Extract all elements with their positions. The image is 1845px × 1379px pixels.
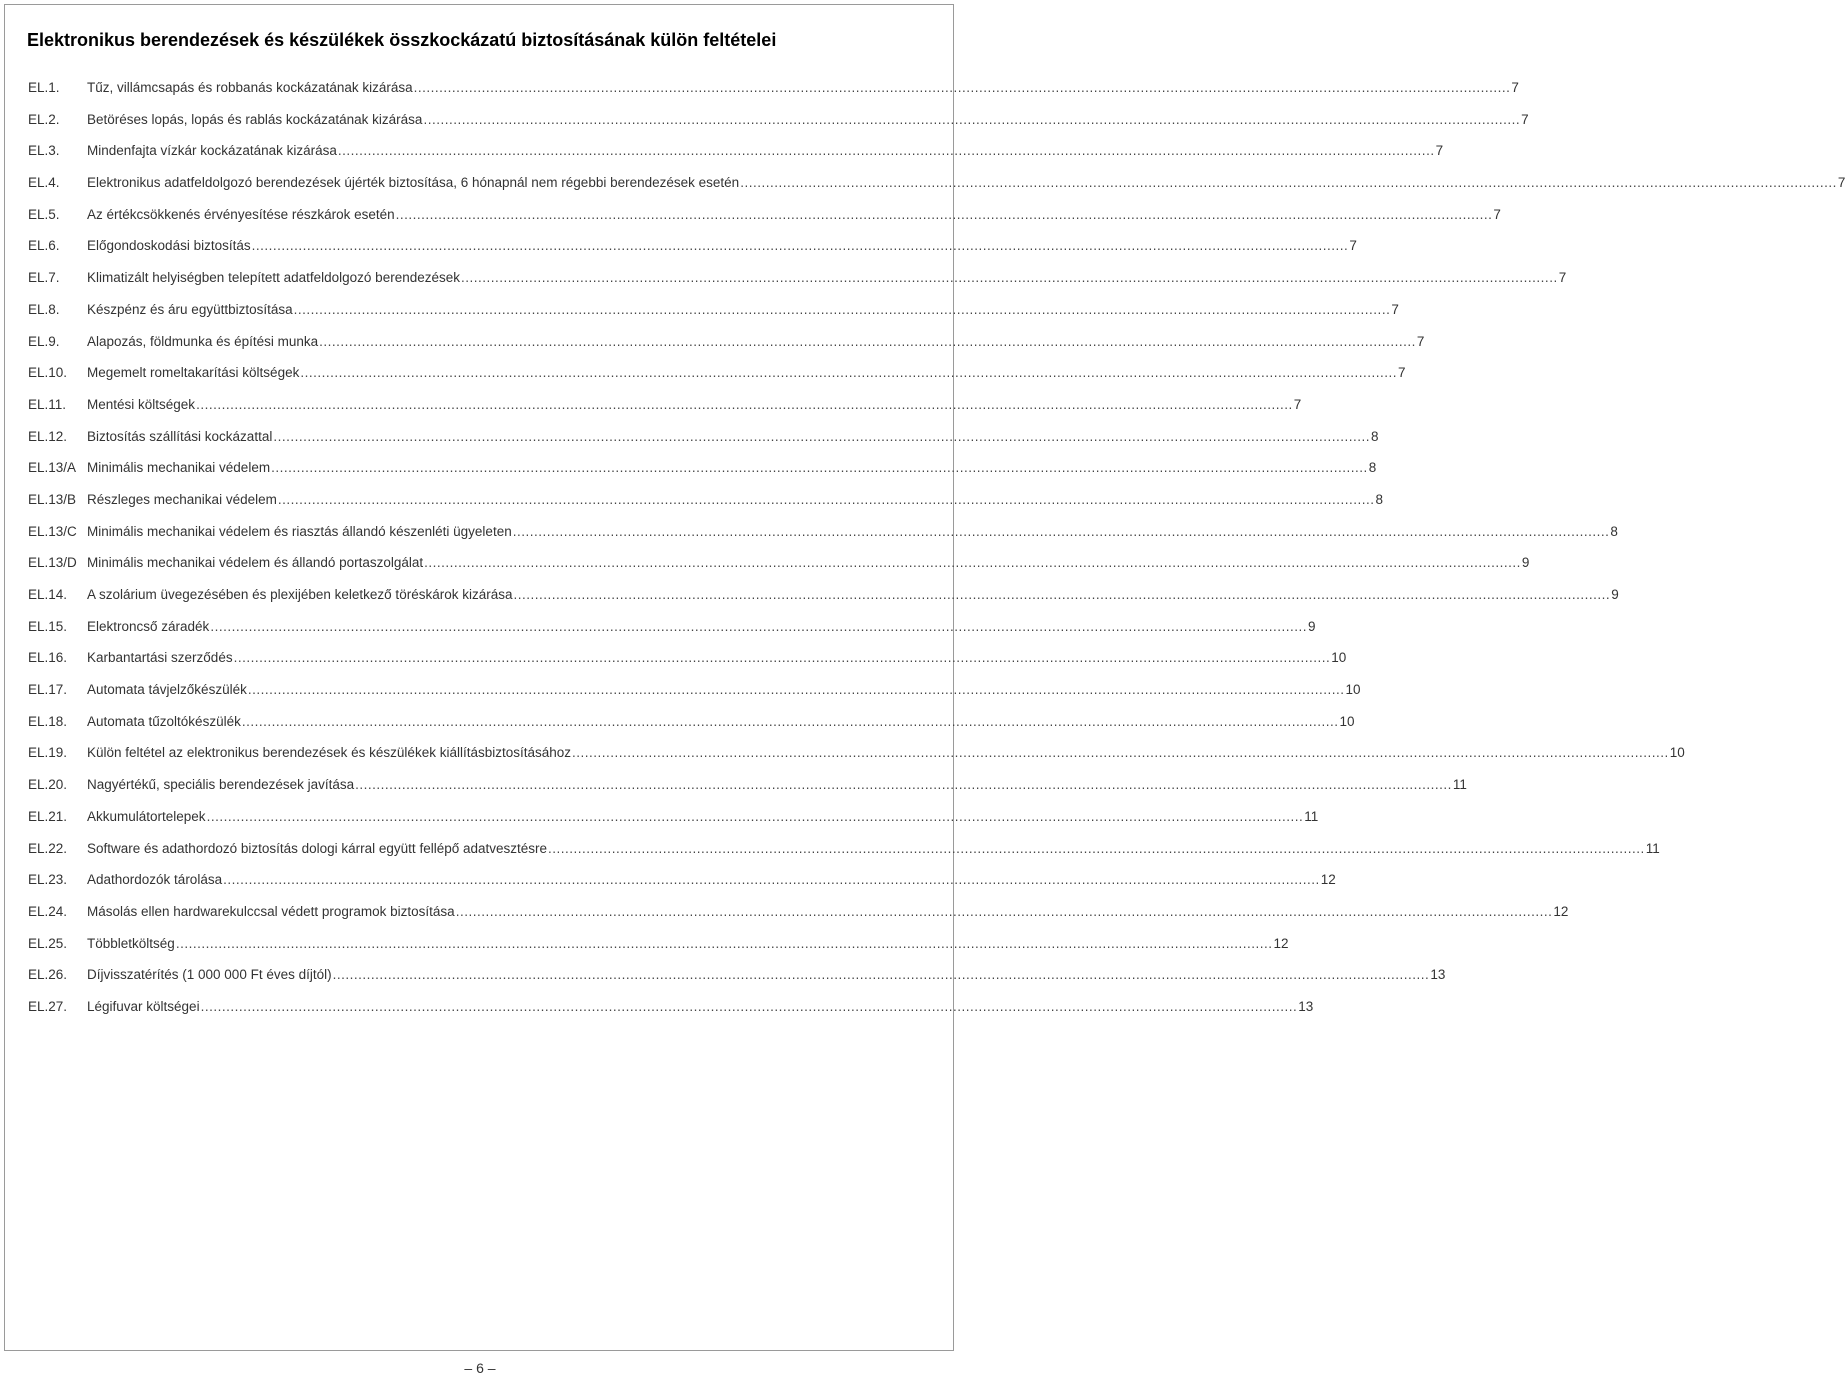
toc-leader-dots — [271, 460, 1368, 475]
toc-entry-number: EL.14. — [28, 587, 68, 602]
toc-entry[interactable] — [28, 903, 1569, 936]
toc-entry[interactable] — [28, 365, 1406, 397]
toc-entry-title[interactable]: Előgondoskodási biztosítás — [87, 238, 251, 254]
toc-leader-dots — [414, 80, 1511, 95]
toc-leader-dots — [248, 682, 1345, 697]
toc-entry-page[interactable]: 7 — [1349, 238, 1357, 254]
toc-entry-number: EL.11. — [28, 396, 67, 412]
toc-entry-title[interactable]: Többletköltség — [87, 935, 175, 951]
toc-entry-number: EL.13/A — [28, 460, 77, 476]
toc-entry[interactable] — [28, 80, 1519, 112]
toc-entry-page[interactable]: 10 — [1331, 650, 1347, 666]
toc-entry[interactable] — [28, 840, 1660, 873]
toc-entry-title[interactable]: Mindenfajta vízkár kockázatának kizárása — [87, 143, 337, 159]
toc-leader-dots — [740, 175, 1837, 190]
toc-entry-number: EL.1. — [28, 80, 60, 95]
toc-entry[interactable] — [28, 935, 1289, 968]
toc-leader-dots — [201, 999, 1298, 1014]
toc-entry-number: EL.2. — [28, 111, 60, 127]
page-number: – 6 – — [464, 1360, 496, 1376]
toc-entry-page[interactable]: 11 — [1304, 808, 1319, 824]
toc-entry[interactable] — [28, 587, 1619, 619]
toc-entry-title[interactable]: Készpénz és áru együttbiztosítása — [87, 301, 293, 317]
toc-entry-number: EL.10. — [28, 365, 68, 381]
toc-entry-page[interactable]: 13 — [1430, 967, 1446, 983]
toc-entry-page[interactable]: 11 — [1452, 777, 1467, 793]
document-title: Elektronikus berendezések és készülékek összkockázatú biztosításának külön feltételei — [27, 30, 777, 50]
toc-entry-page[interactable]: 12 — [1320, 872, 1336, 888]
toc-entry-number: EL.16. — [28, 650, 68, 666]
toc-entry-title[interactable]: Automata tűzoltókészülék — [87, 713, 241, 729]
toc-entry[interactable] — [28, 175, 1845, 207]
toc-leader-dots — [572, 745, 1669, 760]
toc-entry-page[interactable]: 10 — [1339, 713, 1355, 729]
toc-leader-dots — [513, 587, 1610, 602]
table-of-contents — [28, 80, 1845, 1031]
toc-leader-dots — [319, 334, 1416, 349]
toc-leader-dots — [294, 302, 1391, 317]
toc-entry-number: EL.19. — [28, 745, 68, 761]
toc-entry-page[interactable]: 7 — [1511, 80, 1519, 95]
toc-entry-title[interactable]: Megemelt romeltakarítási költségek — [87, 365, 300, 381]
toc-entry[interactable] — [28, 618, 1316, 651]
toc-leader-dots — [210, 619, 1307, 634]
toc-entry[interactable] — [28, 206, 1501, 239]
toc-entry-number: EL.20. — [28, 777, 68, 793]
toc-entry[interactable] — [28, 682, 1361, 714]
toc-entry-page[interactable]: 8 — [1610, 523, 1618, 539]
toc-entry-number: EL.26. — [28, 967, 68, 983]
toc-entry-number: EL.9. — [28, 333, 60, 349]
toc-entry-title[interactable]: Akkumulátortelepek — [87, 808, 206, 824]
toc-entry-page[interactable]: 10 — [1345, 682, 1361, 698]
toc-leader-dots — [338, 143, 1435, 158]
toc-entry[interactable] — [28, 428, 1379, 461]
toc-leader-dots — [273, 429, 1370, 444]
toc-entry-title[interactable]: Külön feltétel az elektronikus berendezések és készülékek kiállításbiztosításához — [87, 745, 572, 761]
toc-entry-number: EL.5. — [28, 206, 60, 222]
toc-entry-page[interactable]: 9 — [1308, 618, 1316, 634]
toc-entry-title[interactable]: Minimális mechanikai védelem és riasztás állandó készenléti ügyeleten — [87, 523, 512, 539]
toc-entry-title[interactable]: Tűz, villámcsapás és robbanás kockázatának kizárása — [87, 80, 413, 95]
toc-entry-page[interactable]: 8 — [1375, 491, 1384, 507]
toc-entry-number: EL.22. — [28, 840, 68, 856]
toc-entry-number: EL.13/B — [28, 491, 77, 507]
toc-entry-number: EL.18. — [28, 713, 68, 729]
toc-entry-page[interactable]: 13 — [1298, 998, 1314, 1014]
toc-entry-title[interactable]: Mentési költségek — [87, 396, 196, 412]
toc-entry-title[interactable]: Légifuvar költségei — [87, 998, 200, 1014]
toc-entry-page[interactable]: 7 — [1558, 270, 1567, 286]
toc-entry[interactable] — [28, 491, 1384, 524]
toc-entry-page[interactable]: 7 — [1398, 365, 1406, 381]
toc-leader-dots — [333, 967, 1430, 982]
toc-entry-page[interactable]: 9 — [1521, 555, 1530, 571]
toc-entry[interactable] — [28, 808, 1319, 841]
toc-entry-number: EL.13/D — [28, 555, 77, 571]
toc-entry-title[interactable]: Adathordozók tárolása — [87, 872, 223, 888]
toc-entry[interactable] — [28, 523, 1618, 556]
toc-leader-dots — [396, 207, 1493, 222]
toc-entry[interactable] — [28, 270, 1567, 302]
toc-entry[interactable] — [28, 301, 1399, 334]
toc-leader-dots — [461, 270, 1558, 285]
toc-entry-page[interactable]: 7 — [1837, 175, 1845, 191]
toc-entry[interactable] — [28, 460, 1377, 492]
toc-entry[interactable] — [28, 555, 1530, 587]
toc-entry-title[interactable]: Elektroncső záradék — [87, 618, 210, 634]
toc-entry-number: EL.17. — [28, 682, 68, 698]
toc-entry-page[interactable]: 8 — [1368, 460, 1377, 476]
toc-entry-number: EL.3. — [28, 143, 60, 159]
toc-entry-number: EL.12. — [28, 428, 68, 444]
toc-entry[interactable] — [28, 238, 1357, 270]
toc-entry-page[interactable]: 8 — [1371, 428, 1379, 444]
toc-entry-page[interactable]: 7 — [1493, 206, 1501, 222]
toc-entry[interactable] — [28, 872, 1336, 904]
toc-entry-page[interactable]: 7 — [1293, 396, 1302, 412]
toc-entry-number: EL.8. — [28, 301, 60, 317]
toc-entry-page[interactable]: 12 — [1553, 903, 1569, 919]
toc-leader-dots — [456, 904, 1553, 919]
toc-entry[interactable] — [28, 111, 1529, 144]
toc-entry-page[interactable]: 12 — [1273, 935, 1289, 951]
toc-leader-dots — [252, 238, 1349, 253]
toc-entry-title[interactable]: Karbantartási szerződés — [87, 650, 233, 666]
toc-entry-page[interactable]: 9 — [1611, 587, 1619, 602]
toc-entry[interactable] — [28, 998, 1314, 1031]
toc-entry-number: EL.27. — [28, 998, 68, 1014]
toc-entry-title[interactable]: Részleges mechanikai védelem — [87, 491, 277, 507]
toc-leader-dots — [424, 555, 1521, 570]
toc-leader-dots — [548, 841, 1645, 856]
toc-entry-title[interactable]: Nagyértékű, speciális berendezések javítása — [87, 777, 355, 793]
toc-entry[interactable] — [28, 143, 1444, 175]
toc-entry-title[interactable]: Másolás ellen hardwarekulccsal védett programok biztosítása — [87, 903, 455, 919]
toc-entry-title[interactable]: Alapozás, földmunka és építési munka — [87, 333, 319, 349]
toc-entry-page[interactable]: 10 — [1669, 745, 1685, 761]
toc-entry-title[interactable]: Klimatizált helyiségben telepített adatfeldolgozó berendezések — [87, 270, 460, 286]
toc-entry[interactable] — [28, 777, 1467, 809]
toc-entry-title[interactable]: Elektronikus adatfeldolgozó berendezések újérték biztosítása, 6 hónapnál nem régebbi berendezések esetén — [87, 175, 740, 191]
toc-entry-number: EL.7. — [28, 270, 60, 286]
toc-entry-title[interactable]: Betöréses lopás, lopás és rablás kockázatának kizárása — [87, 111, 423, 127]
toc-entry[interactable] — [28, 396, 1302, 429]
toc-entry-number: EL.6. — [28, 238, 60, 254]
toc-entry[interactable] — [28, 745, 1685, 777]
toc-entry-number: EL.4. — [28, 175, 60, 191]
toc-entry-title[interactable]: Software és adathordozó biztosítás dologi kárral együtt fellépő adatvesztésre — [87, 840, 548, 856]
toc-entry-title[interactable]: Biztosítás szállítási kockázattal — [87, 428, 273, 444]
toc-entry-number: EL.15. — [28, 618, 68, 634]
toc-leader-dots — [242, 714, 1339, 729]
toc-entry-number: EL.21. — [28, 808, 68, 824]
toc-entry-title[interactable]: Automata távjelzőkészülék — [87, 682, 247, 698]
toc-entry-page[interactable]: 7 — [1521, 111, 1529, 127]
toc-entry-page[interactable]: 11 — [1645, 840, 1660, 856]
toc-leader-dots — [300, 365, 1397, 380]
toc-leader-dots — [234, 650, 1331, 665]
toc-entry-page[interactable]: 7 — [1416, 333, 1425, 349]
toc-leader-dots — [196, 397, 1293, 412]
toc-leader-dots — [207, 809, 1304, 824]
toc-leader-dots — [355, 777, 1452, 792]
toc-entry-number: EL.25. — [28, 935, 68, 951]
toc-entry-number: EL.13/C — [28, 523, 77, 539]
toc-entry-title[interactable]: A szolárium üvegezésében és plexijében keletkező töréskárok kizárása — [87, 587, 513, 602]
toc-entry-page[interactable]: 7 — [1435, 143, 1444, 159]
toc-leader-dots — [223, 872, 1320, 887]
toc-leader-dots — [423, 112, 1520, 127]
toc-entry-page[interactable]: 7 — [1391, 301, 1399, 317]
toc-leader-dots — [176, 936, 1273, 951]
toc-entry-title[interactable]: Az értékcsökkenés érvényesítése részkárok esetén — [87, 206, 395, 222]
toc-entry-title[interactable]: Minimális mechanikai védelem és állandó portaszolgálat — [87, 555, 424, 571]
toc-entry-title[interactable]: Díjvisszatérítés (1 000 000 Ft éves díjtól) — [87, 967, 332, 983]
toc-entry[interactable] — [28, 713, 1355, 746]
toc-entry[interactable] — [28, 650, 1347, 682]
toc-entry[interactable] — [28, 967, 1446, 999]
toc-entry[interactable] — [28, 333, 1425, 366]
toc-entry-number: EL.24. — [28, 903, 68, 919]
toc-leader-dots — [513, 524, 1610, 539]
toc-leader-dots — [278, 492, 1375, 507]
toc-entry-number: EL.23. — [28, 872, 68, 888]
toc-entry-title[interactable]: Minimális mechanikai védelem — [87, 460, 271, 476]
